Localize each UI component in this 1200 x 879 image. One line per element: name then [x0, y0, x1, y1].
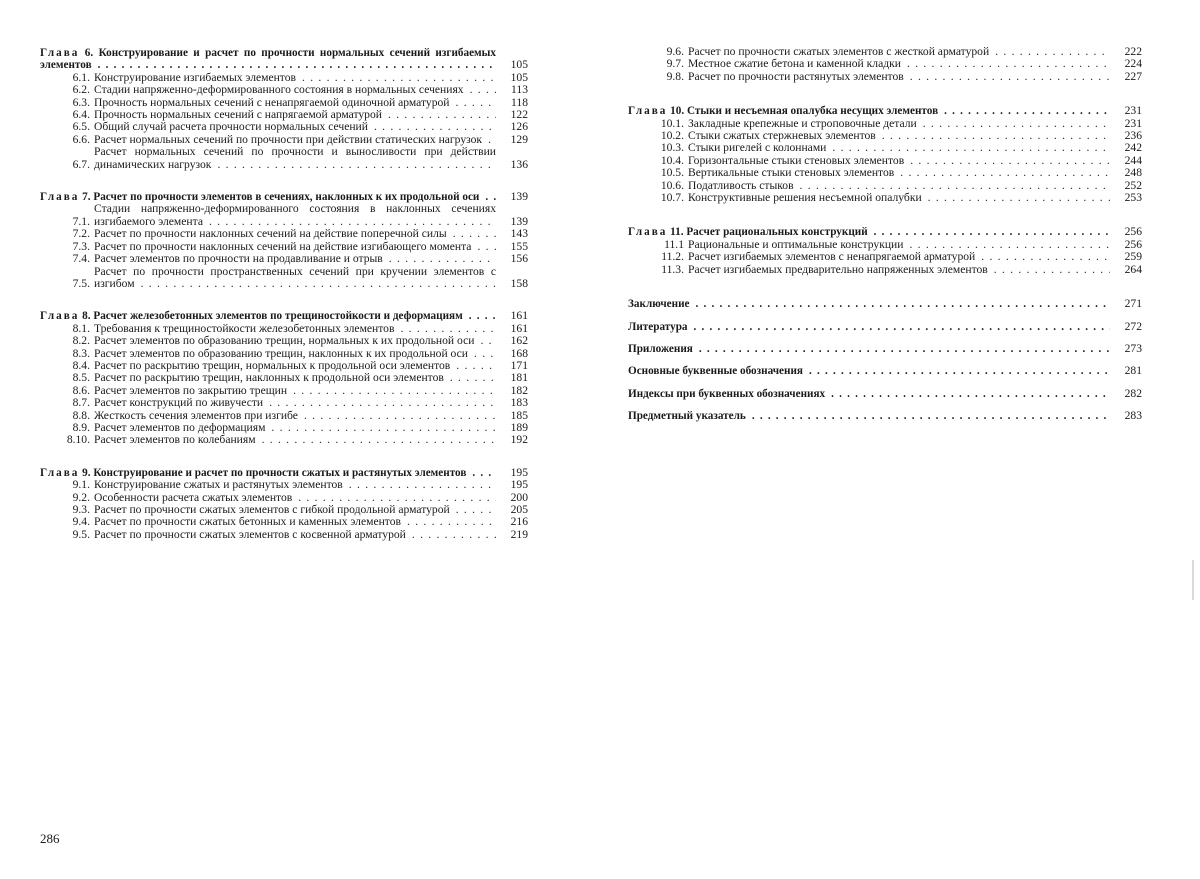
section-number: 7.3.	[72, 239, 90, 253]
section-number: 8.10.	[66, 433, 90, 447]
section-line	[94, 121, 528, 133]
section-page: 182	[510, 383, 528, 397]
section-number: 11.3.	[661, 262, 684, 276]
section-title: Вертикальные стыки стеновых элементов . . .	[688, 167, 1110, 179]
section-page: 136	[510, 157, 528, 171]
scan-edge-mark	[1192, 560, 1194, 600]
section-number: 9.1.	[72, 478, 90, 492]
chapter-title: 11. Расчет рациональных конструкций	[670, 226, 868, 239]
section-number: 8.2.	[72, 334, 90, 348]
backmatter-entry[interactable]	[628, 298, 1142, 310]
section-title: Расчет по прочности сжатых элементов с косвенной арматурой . . .	[94, 529, 496, 541]
section-number: 8.9.	[72, 420, 90, 434]
toc-section-entry[interactable]	[40, 410, 528, 422]
entry-title: Заключение . . .	[628, 298, 1110, 310]
section-number: 7.5.	[72, 276, 90, 290]
section-title: Расчет конструкций по живучести . . .	[94, 397, 496, 409]
toc-section-entry[interactable]	[628, 264, 1142, 276]
section-number: 9.4.	[72, 515, 90, 529]
section-title: Закладные крепежные и строповочные детали . . .	[688, 118, 1110, 130]
section-page: 256	[1124, 237, 1142, 251]
toc-section-entry[interactable]	[628, 167, 1142, 179]
section-title: Расчет изгибаемых предварительно напряженных элементов . . .	[688, 264, 1110, 276]
toc-backmatter	[628, 298, 1142, 422]
section-number: 8.7.	[72, 396, 90, 410]
backmatter-entry[interactable]	[628, 343, 1142, 355]
chapter-page: 231	[1124, 104, 1142, 118]
toc-section-entry[interactable]	[40, 253, 528, 265]
section-number: 6.4.	[72, 108, 90, 122]
toc-section-entry[interactable]	[40, 516, 528, 528]
section-page: 200	[510, 490, 528, 504]
section-page: 192	[510, 433, 528, 447]
section-line	[688, 155, 1142, 167]
toc-section-entry[interactable]	[40, 146, 528, 171]
section-number: 8.8.	[72, 408, 90, 422]
section-number: 6.2.	[72, 83, 90, 97]
section-title: Расчет по прочности сжатых элементов с жесткой арматурой . . .	[688, 46, 1110, 58]
section-line	[94, 410, 528, 422]
section-page: 158	[510, 276, 528, 290]
backmatter-entry[interactable]	[628, 321, 1142, 333]
section-line	[94, 134, 528, 146]
section-title: Местное сжатие бетона и каменной кладки . . .	[688, 58, 1110, 70]
toc-section-entry[interactable]	[40, 97, 528, 109]
section-page: 242	[1124, 141, 1142, 155]
section-title: Расчет изгибаемых элементов с ненапрягаемой арматурой . . .	[688, 251, 1110, 263]
section-page: 227	[1124, 69, 1142, 83]
chapter-page: 195	[510, 465, 528, 479]
chapter-title: 7. Расчет по прочности элементов в сечениях, наклонных к их продольной оси	[82, 191, 480, 204]
section-title: Расчет по раскрытию трещин, наклонных к продольной оси элементов . . .	[94, 372, 496, 384]
section-line	[688, 167, 1142, 179]
section-title: Расчет элементов по прочности на продавливание и отрыв . . .	[94, 253, 496, 265]
section-line	[94, 266, 528, 291]
chapter-title-line	[40, 47, 496, 72]
section-title: Рациональные и оптимальные конструкции . . .	[688, 239, 1110, 251]
toc-section-entry[interactable]	[40, 323, 528, 335]
section-title: Жесткость сечения элементов при изгибе . . .	[94, 410, 496, 422]
section-number: 6.1.	[72, 70, 90, 84]
entry-page: 273	[1124, 341, 1142, 355]
chapter-label: Глава	[40, 47, 80, 59]
section-number: 11.1	[664, 237, 684, 251]
chapter-label: Глава	[40, 310, 80, 323]
toc-section-entry[interactable]	[628, 192, 1142, 204]
chapter-page: 139	[510, 190, 528, 204]
toc-section-entry[interactable]	[40, 385, 528, 397]
section-title: Расчет элементов по деформациям . . .	[94, 422, 496, 434]
toc-section-entry[interactable]	[40, 134, 528, 146]
toc-section-entry[interactable]	[40, 504, 528, 516]
section-line	[94, 434, 528, 446]
entry-page: 282	[1124, 386, 1142, 400]
section-line	[688, 118, 1142, 130]
section-line	[94, 241, 528, 253]
section-title: Расчет нормальных сечений по прочности и выносливости при действии динамических нагрузок . . .	[94, 146, 496, 171]
section-line	[688, 142, 1142, 154]
section-number: 6.6.	[72, 132, 90, 146]
section-title: Расчет элементов по закрытию трещин . . .	[94, 385, 496, 397]
section-page: 113	[511, 83, 528, 97]
section-line	[688, 239, 1142, 251]
toc-section-entry[interactable]	[40, 109, 528, 121]
section-number: 9.7.	[666, 57, 684, 71]
section-page: 183	[510, 396, 528, 410]
section-page: 205	[510, 503, 528, 516]
entry-page: 283	[1124, 409, 1142, 423]
section-line	[94, 72, 528, 84]
chapter-heading[interactable]	[40, 467, 528, 479]
entry-title: Основные буквенные обозначения . . .	[628, 365, 1110, 377]
toc-section-entry[interactable]	[628, 239, 1142, 251]
chapter-title-line	[628, 226, 1110, 238]
section-line	[94, 335, 528, 347]
section-line	[94, 504, 528, 516]
section-page: 244	[1124, 153, 1142, 167]
toc-section-entry[interactable]	[40, 121, 528, 133]
section-line	[94, 348, 528, 360]
section-page: 126	[510, 120, 528, 134]
entry-title: Приложения . . .	[628, 343, 1110, 355]
section-number: 8.3.	[72, 346, 90, 360]
section-page: 162	[510, 334, 528, 348]
page-number: 286	[40, 831, 60, 846]
section-page: 248	[1124, 166, 1142, 180]
section-title: Конструирование изгибаемых элементов . . .	[94, 72, 496, 84]
section-title: Расчет нормальных сечений по прочности при действии статических нагрузок . . .	[94, 134, 496, 146]
chapter-heading[interactable]	[40, 191, 528, 203]
section-page: 155	[510, 239, 528, 253]
section-number: 8.5.	[72, 371, 90, 385]
toc-section-entry[interactable]	[628, 71, 1142, 83]
section-line	[688, 71, 1142, 83]
toc-section-entry[interactable]	[40, 203, 528, 228]
section-line	[94, 203, 528, 228]
section-line	[94, 360, 528, 372]
entry-page: 272	[1124, 319, 1142, 333]
section-line	[94, 372, 528, 384]
section-page: 156	[510, 252, 528, 266]
section-number: 6.3.	[72, 95, 90, 109]
section-number: 9.3.	[72, 503, 90, 516]
entry-page: 271	[1124, 297, 1142, 311]
section-title: Расчет по прочности растянутых элементов . . .	[688, 71, 1110, 83]
section-page: 222	[1124, 45, 1142, 58]
section-number: 8.4.	[72, 358, 90, 372]
backmatter-entry[interactable]	[628, 388, 1142, 400]
section-page: 105	[510, 70, 528, 84]
section-number: 10.3.	[660, 141, 684, 155]
section-title: Стадии напряженно-деформированного состояния в наклонных сечениях изгибаемого элемента . . .	[94, 203, 496, 228]
section-number: 10.5.	[660, 166, 684, 180]
toc-section-entry[interactable]	[628, 46, 1142, 58]
section-line	[94, 228, 528, 240]
chapter-title: 10. Стыки и несъемная опалубка несущих элементов	[670, 105, 939, 118]
section-number: 10.2.	[660, 129, 684, 143]
section-title: Стыки ригелей с колоннами . . .	[688, 142, 1110, 154]
toc-chapter	[40, 47, 528, 171]
chapter-heading[interactable]	[628, 105, 1142, 117]
section-title: Расчет по прочности наклонных сечений на действие изгибающего момента . . .	[94, 241, 496, 253]
toc-section-entry[interactable]	[40, 397, 528, 409]
section-number: 7.4.	[72, 252, 90, 266]
section-number: 10.6.	[660, 178, 684, 192]
section-page: 259	[1124, 250, 1142, 264]
entry-title: Индексы при буквенных обозначениях . . .	[628, 388, 1110, 400]
section-page: 122	[510, 108, 528, 122]
chapter-label: Глава	[40, 191, 80, 204]
section-title: Требования к трещиностойкости железобетонных элементов . . .	[94, 323, 496, 335]
toc-chapter	[40, 191, 528, 290]
section-line	[94, 323, 528, 335]
section-line	[688, 46, 1142, 58]
section-number: 9.2.	[72, 490, 90, 504]
toc-section-entry[interactable]	[628, 180, 1142, 192]
toc-section-entry[interactable]	[40, 72, 528, 84]
section-line	[94, 253, 528, 265]
section-line	[94, 109, 528, 121]
section-number: 7.2.	[72, 227, 90, 241]
backmatter-entry[interactable]	[628, 410, 1142, 422]
toc-section-entry[interactable]	[628, 155, 1142, 167]
toc-chapter	[40, 467, 528, 541]
section-line	[94, 422, 528, 434]
chapter-label: Глава	[628, 226, 668, 239]
toc-left-column	[40, 47, 528, 541]
section-line	[688, 180, 1142, 192]
toc-section-entry[interactable]	[40, 241, 528, 253]
toc-section-entry[interactable]	[628, 142, 1142, 154]
chapter-title-line	[628, 105, 1110, 117]
chapter-title: 8. Расчет железобетонных элементов по трещиностойкости и деформациям	[82, 310, 463, 323]
toc-section-entry[interactable]	[40, 422, 528, 434]
section-page: 129	[510, 132, 528, 146]
chapter-label: Глава	[628, 105, 668, 118]
toc-chapter	[40, 310, 528, 446]
section-number: 6.5.	[72, 120, 90, 134]
section-title: Горизонтальные стыки стеновых элементов . . .	[688, 155, 1110, 167]
section-page: 219	[510, 527, 528, 541]
toc-section-entry[interactable]	[40, 372, 528, 384]
section-page: 118	[511, 95, 528, 109]
section-number: 8.1.	[72, 321, 90, 335]
section-title: Податливость стыков . . .	[688, 180, 1110, 192]
chapter-title-line	[40, 310, 496, 322]
section-line	[688, 251, 1142, 263]
section-title: Общий случай расчета прочности нормальных сечений . . .	[94, 121, 496, 133]
toc-section-entry[interactable]	[628, 58, 1142, 70]
section-page: 253	[1124, 191, 1142, 205]
toc-right-column	[628, 46, 1142, 433]
chapter-title-line	[40, 467, 496, 479]
section-title: Расчет элементов по образованию трещин, нормальных к их продольной оси . . .	[94, 335, 496, 347]
section-title: Расчет по прочности сжатых бетонных и каменных элементов . . .	[94, 516, 496, 528]
section-line	[94, 97, 528, 109]
toc-section-entry[interactable]	[628, 118, 1142, 130]
toc-section-entry[interactable]	[40, 84, 528, 96]
toc-section-entry[interactable]	[40, 492, 528, 504]
section-title: Стадии напряженно-деформированного состояния в нормальных сечениях . . .	[94, 84, 496, 96]
section-title: Конструирование сжатых и растянутых элементов . . .	[94, 479, 496, 491]
section-line	[94, 529, 528, 541]
section-line	[94, 397, 528, 409]
toc-chapter	[628, 105, 1142, 204]
section-page: 231	[1124, 116, 1142, 130]
chapter-heading[interactable]	[628, 226, 1142, 238]
section-line	[688, 58, 1142, 70]
toc-chapter	[628, 226, 1142, 276]
chapter-title-line	[40, 191, 496, 203]
section-number: 10.1.	[660, 116, 684, 130]
toc-continued-sections	[628, 46, 1142, 83]
section-line	[94, 516, 528, 528]
toc-section-entry[interactable]	[40, 360, 528, 372]
section-line	[94, 479, 528, 491]
toc-section-entry[interactable]	[40, 434, 528, 446]
section-page: 224	[1124, 57, 1142, 71]
section-line	[688, 264, 1142, 276]
toc-section-entry[interactable]	[40, 335, 528, 347]
section-title: Расчет по прочности наклонных сечений на действие поперечной силы . . .	[94, 228, 496, 240]
section-title: Прочность нормальных сечений с напрягаемой арматурой . . .	[94, 109, 496, 121]
section-line	[94, 84, 528, 96]
section-page: 161	[510, 321, 528, 335]
section-page: 264	[1124, 262, 1142, 276]
section-number: 6.7.	[72, 157, 90, 171]
chapter-heading[interactable]	[40, 310, 528, 322]
section-title: Расчет элементов по колебаниям . . .	[94, 434, 496, 446]
section-page: 216	[510, 515, 528, 529]
section-page: 189	[510, 420, 528, 434]
toc-section-entry[interactable]	[40, 348, 528, 360]
chapter-page: 105	[510, 58, 528, 72]
section-line	[688, 192, 1142, 204]
section-line	[688, 130, 1142, 142]
entry-page: 281	[1124, 364, 1142, 378]
toc-section-entry[interactable]	[628, 130, 1142, 142]
section-line	[94, 146, 528, 171]
section-page: 171	[510, 358, 528, 372]
section-number: 7.1.	[72, 214, 90, 228]
toc-section-entry[interactable]	[40, 266, 528, 291]
chapter-label: Глава	[40, 466, 80, 479]
section-number: 8.6.	[72, 383, 90, 397]
section-page: 181	[510, 371, 528, 385]
section-number: 11.2.	[661, 250, 684, 264]
chapter-page: 161	[510, 309, 528, 323]
chapter-title: 6. Конструирование и расчет по прочности нормальных сечений изгибаемых элементов	[40, 47, 496, 72]
section-line	[94, 385, 528, 397]
section-page: 195	[510, 478, 528, 492]
section-page: 252	[1124, 178, 1142, 192]
section-number: 10.4.	[660, 153, 684, 167]
section-title: Конструктивные решения несъемной опалубки . . .	[688, 192, 1110, 204]
toc-section-entry[interactable]	[40, 479, 528, 491]
section-title: Расчет по прочности сжатых элементов с гибкой продольной арматурой . . .	[94, 504, 496, 516]
section-title: Стыки сжатых стержневых элементов . . .	[688, 130, 1110, 142]
section-title: Расчет по раскрытию трещин, нормальных к продольной оси элементов . . .	[94, 360, 496, 372]
toc-section-entry[interactable]	[40, 529, 528, 541]
toc-section-entry[interactable]	[40, 228, 528, 240]
entry-title: Литература . . .	[628, 321, 1110, 333]
section-number: 9.6.	[666, 45, 684, 58]
section-title: Расчет по прочности пространственных сечений при кручении элементов с изгибом . . .	[94, 266, 496, 291]
chapter-page: 256	[1124, 225, 1142, 239]
section-line	[94, 492, 528, 504]
section-page: 185	[510, 408, 528, 422]
section-title: Особенности расчета сжатых элементов . . .	[94, 492, 496, 504]
section-page: 139	[510, 214, 528, 228]
backmatter-entry[interactable]	[628, 365, 1142, 377]
section-number: 9.8.	[666, 69, 684, 83]
chapter-title: 9. Конструирование и расчет по прочности сжатых и растянутых элементов	[82, 466, 467, 479]
toc-section-entry[interactable]	[628, 251, 1142, 263]
section-page: 143	[510, 227, 528, 241]
section-number: 10.7.	[660, 191, 684, 205]
section-title: Прочность нормальных сечений с ненапрягаемой одиночной арматурой . . .	[94, 97, 496, 109]
section-title: Расчет элементов по образованию трещин, наклонных к их продольной оси . . .	[94, 348, 496, 360]
section-page: 168	[510, 346, 528, 360]
entry-title: Предметный указатель . . .	[628, 410, 1110, 422]
section-page: 236	[1124, 129, 1142, 143]
chapter-heading[interactable]	[40, 47, 528, 72]
section-number: 9.5.	[72, 527, 90, 541]
